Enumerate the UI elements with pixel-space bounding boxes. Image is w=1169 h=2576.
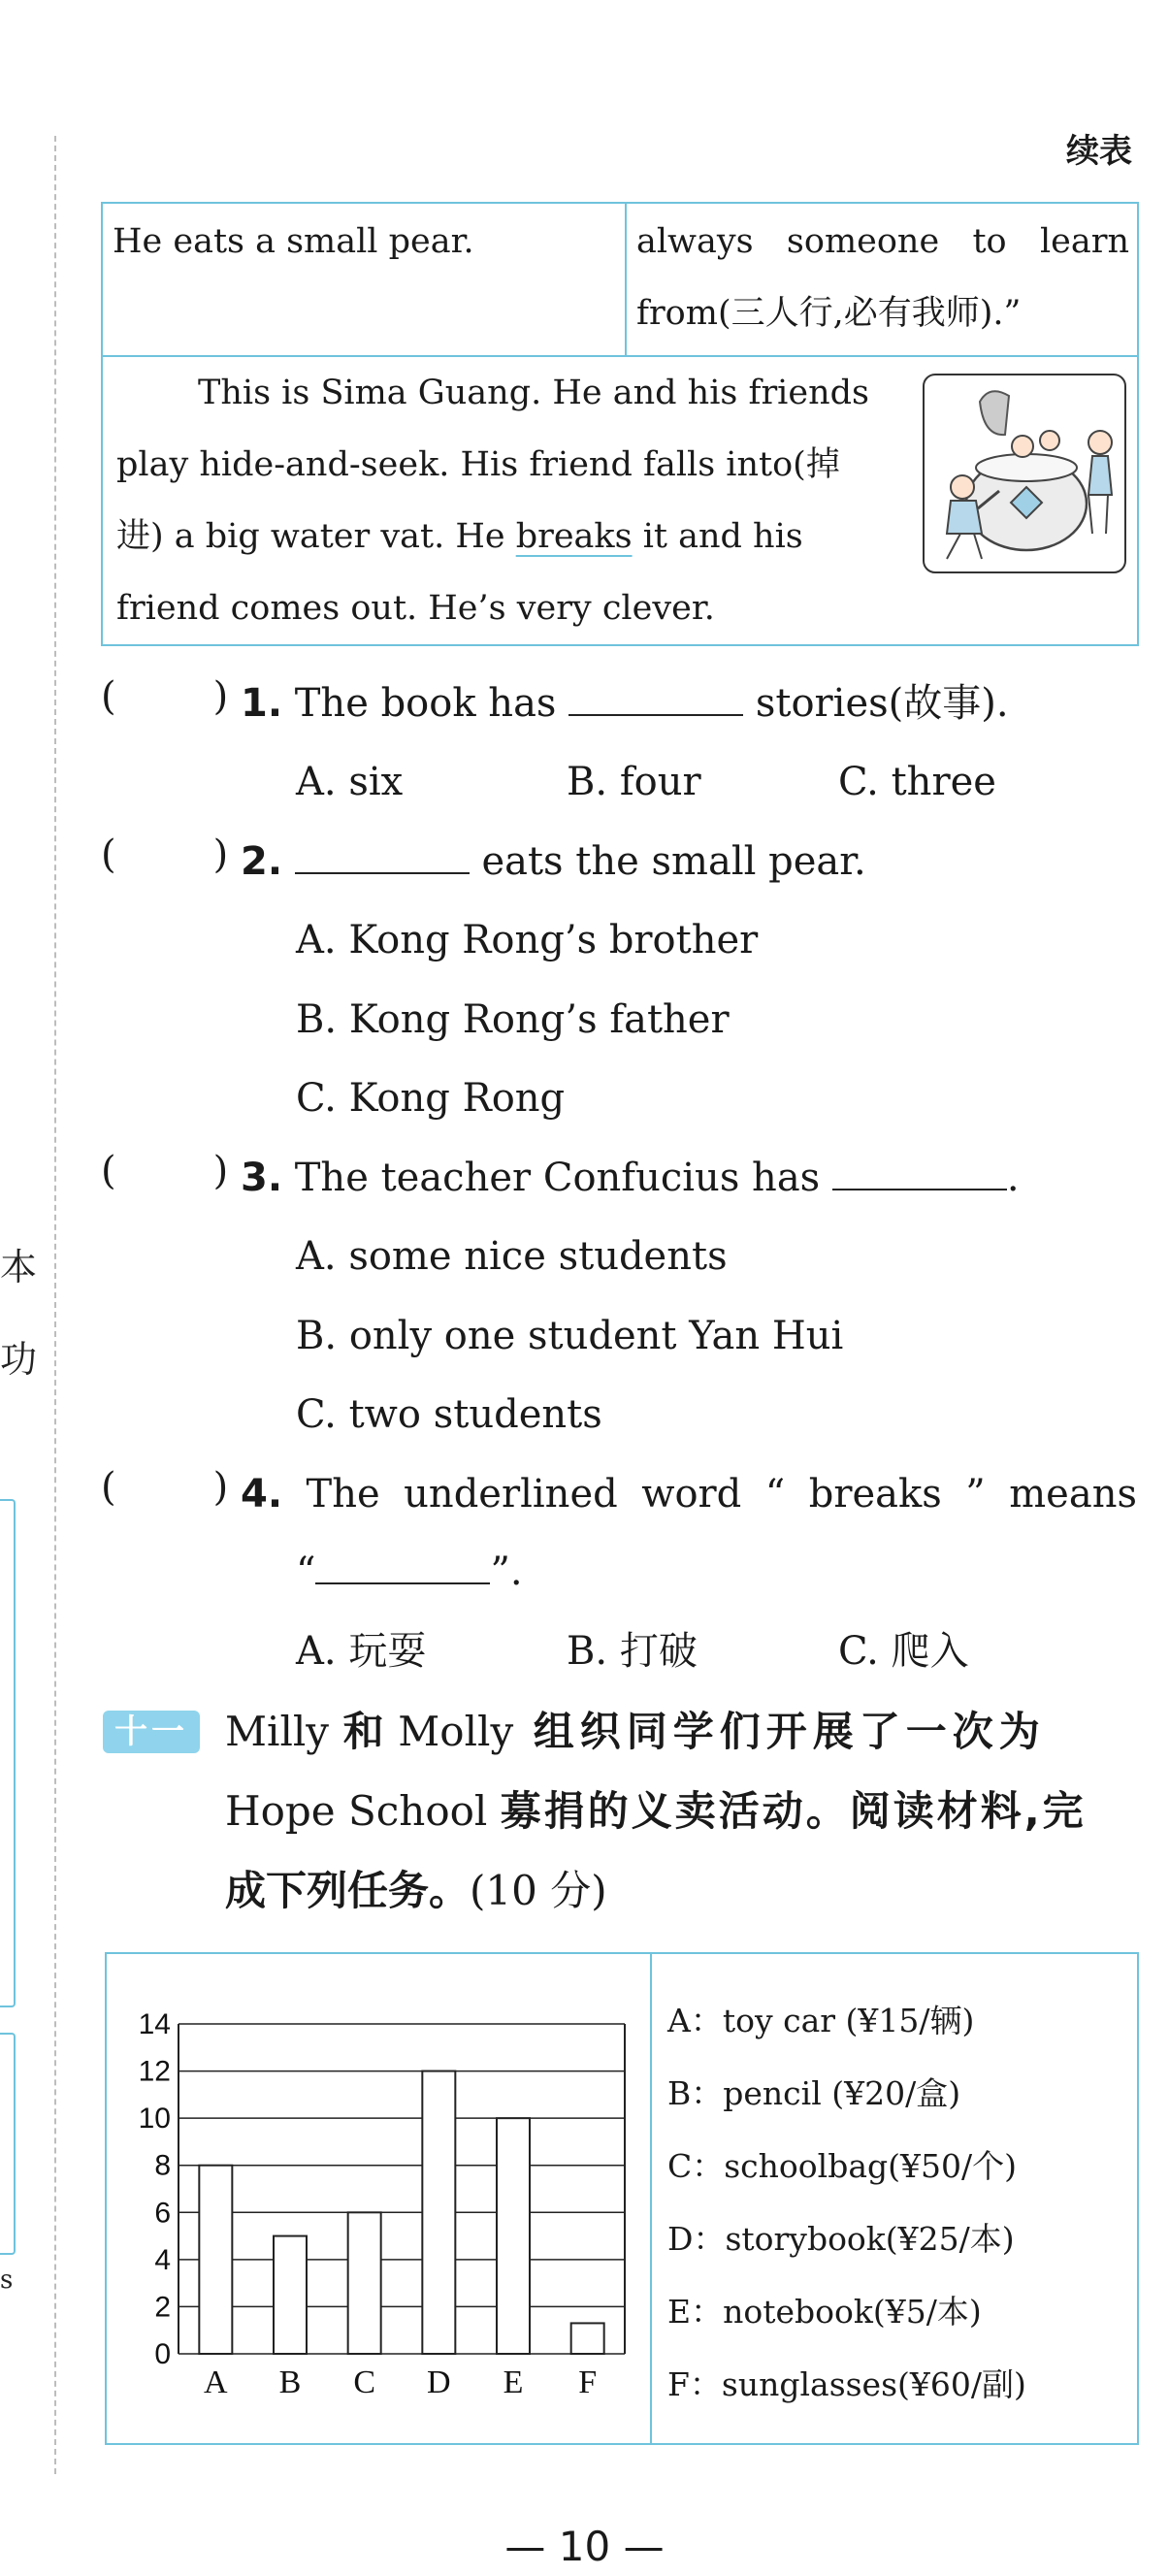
blank-2[interactable] bbox=[295, 837, 470, 874]
y-tick-label-12: 12 bbox=[138, 2055, 171, 2088]
section-number-badge: 十一 bbox=[103, 1711, 200, 1753]
item-d: D：storybook(¥25/本) bbox=[667, 2220, 1015, 2258]
y-tick-label-2: 2 bbox=[154, 2291, 171, 2324]
x-tick-label-b: B bbox=[278, 2364, 302, 2400]
story-line-1: This is Sima Guang. He and his friends bbox=[198, 374, 869, 412]
page-number: — 10 — bbox=[504, 2523, 665, 2570]
section-instruction-line-2: Hope School 募捐的义卖活动。阅读材料,完 bbox=[225, 1787, 1087, 1835]
item-f: F：sunglasses(¥60/副) bbox=[667, 2365, 1026, 2403]
sales-bar-chart bbox=[111, 2005, 634, 2412]
bar-a bbox=[199, 2166, 232, 2354]
table-divider-v bbox=[625, 202, 627, 357]
table-cell-right-line2: from(三人行,必有我师).” bbox=[636, 294, 1022, 333]
y-tick-label-6: 6 bbox=[154, 2197, 171, 2230]
table-cell-left: He eats a small pear. bbox=[113, 222, 474, 261]
q1-option-b[interactable]: B. four bbox=[567, 760, 701, 804]
q4-option-a[interactable]: A. 玩耍 bbox=[296, 1629, 427, 1674]
bar-f bbox=[571, 2323, 604, 2354]
story-line-3-post: it and his bbox=[632, 517, 803, 556]
bar-b bbox=[274, 2236, 307, 2354]
story-line-2: play hide-and-seek. His friend falls into(掉 bbox=[116, 445, 840, 484]
blank-3[interactable] bbox=[832, 1154, 1007, 1190]
q3-option-b[interactable]: B. only one student Yan Hui bbox=[296, 1314, 844, 1358]
blank-4[interactable] bbox=[315, 1548, 490, 1584]
q1-option-c[interactable]: C. three bbox=[838, 760, 996, 804]
x-tick-label-a: A bbox=[204, 2364, 228, 2400]
q2-option-a[interactable]: A. Kong Rong’s brother bbox=[296, 918, 759, 962]
question-3: 3. The teacher Confucius has . bbox=[241, 1156, 1020, 1200]
underlined-word-breaks: breaks bbox=[515, 517, 633, 556]
answer-paren-3[interactable]: ( ) bbox=[101, 1149, 229, 1193]
x-tick-label-f: F bbox=[578, 2364, 598, 2400]
section-instruction-line-1: Milly 和 Molly 组织同学们开展了一次为 bbox=[225, 1708, 1046, 1755]
q3-option-c[interactable]: C. two students bbox=[296, 1392, 602, 1437]
table-cell-right-line1: always someone to learn bbox=[636, 222, 1129, 261]
y-tick-label-10: 10 bbox=[138, 2103, 171, 2136]
item-a: A：toy car (¥15/辆) bbox=[667, 2002, 975, 2039]
q4-option-c[interactable]: C. 爬入 bbox=[838, 1629, 969, 1674]
x-tick-label-d: D bbox=[427, 2364, 451, 2400]
answer-paren-4[interactable]: ( ) bbox=[101, 1465, 229, 1510]
x-tick-label-c: C bbox=[353, 2364, 376, 2400]
question-2: 2. eats the small pear. bbox=[241, 839, 866, 884]
question-1: 1. The book has stories(故事). bbox=[241, 681, 1009, 726]
item-e: E：notebook(¥5/本) bbox=[667, 2293, 982, 2331]
sale-table-divider bbox=[650, 1952, 652, 2445]
question-4: 4. The underlined word “ breaks ” means bbox=[241, 1472, 1137, 1516]
question-4-line2: “ ”. bbox=[296, 1549, 523, 1594]
edge-box-2 bbox=[0, 2033, 16, 2255]
sima-guang-illustration bbox=[922, 373, 1127, 574]
continued-table-label: 续表 bbox=[1066, 132, 1132, 171]
q4-option-b[interactable]: B. 打破 bbox=[567, 1629, 698, 1674]
binding-dash-line bbox=[54, 136, 56, 2474]
story-line-3 bbox=[116, 501, 893, 572]
q3-option-a[interactable]: A. some nice students bbox=[296, 1234, 728, 1279]
section-instruction-line-3: 成下列任务。(10 分) bbox=[225, 1867, 607, 1914]
y-tick-label-4: 4 bbox=[154, 2243, 171, 2276]
bar-e bbox=[497, 2118, 530, 2354]
q1-option-a[interactable]: A. six bbox=[296, 760, 404, 804]
bar-d bbox=[422, 2071, 455, 2354]
blank-1[interactable] bbox=[568, 679, 743, 716]
story-line-3-pre: 进) a big water vat. He bbox=[116, 517, 516, 556]
y-tick-label-14: 14 bbox=[138, 2008, 171, 2040]
q2-option-c[interactable]: C. Kong Rong bbox=[296, 1076, 566, 1121]
answer-paren-2[interactable]: ( ) bbox=[101, 832, 229, 877]
bar-c bbox=[348, 2212, 381, 2354]
answer-paren-1[interactable]: ( ) bbox=[101, 674, 229, 719]
story-paragraph bbox=[116, 357, 893, 644]
y-tick-label-0: 0 bbox=[154, 2338, 171, 2370]
edge-char-1: 本 bbox=[0, 1246, 38, 1288]
q2-option-b[interactable]: B. Kong Rong’s father bbox=[296, 997, 730, 1042]
x-tick-label-e: E bbox=[503, 2364, 524, 2400]
item-c: C：schoolbag(¥50/个) bbox=[667, 2147, 1017, 2185]
edge-box-1 bbox=[0, 1499, 16, 2007]
story-line-4: friend comes out. He’s very clever. bbox=[116, 589, 715, 628]
y-tick-label-8: 8 bbox=[154, 2149, 171, 2182]
edge-char-3: s bbox=[0, 2266, 14, 2295]
edge-char-2: 功 bbox=[0, 1338, 38, 1381]
item-b: B：pencil (¥20/盒) bbox=[667, 2074, 961, 2112]
